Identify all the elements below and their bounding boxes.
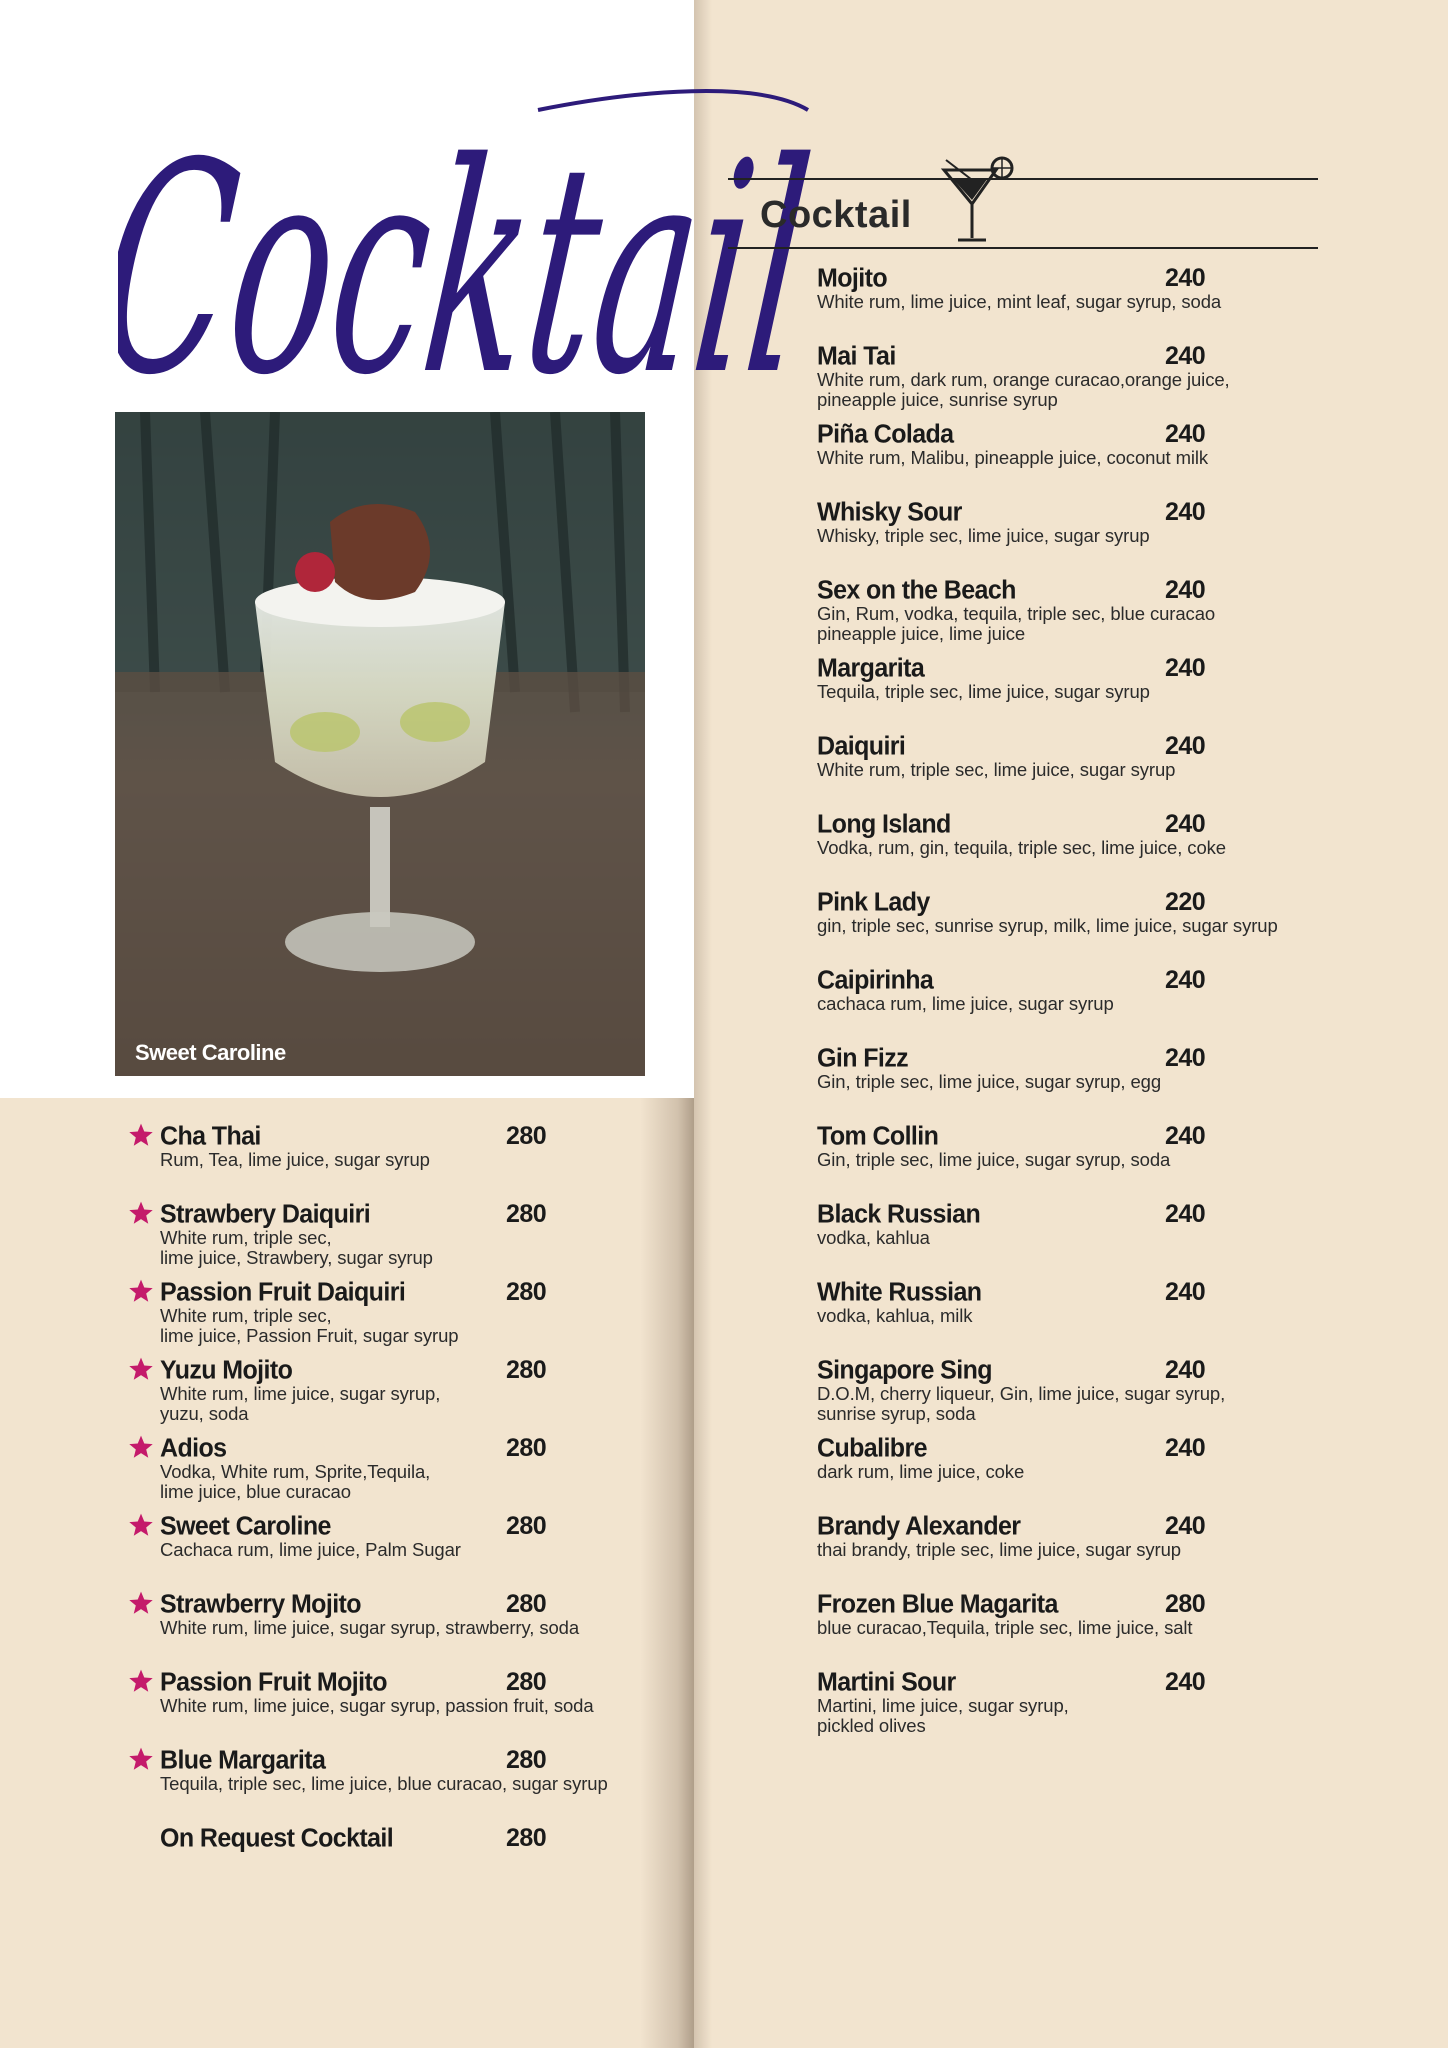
- item-name: Yuzu Mojito: [160, 1355, 293, 1385]
- item-name: Brandy Alexander: [817, 1511, 1021, 1541]
- item-name: Frozen Blue Magarita: [817, 1589, 1058, 1619]
- item-price: 240: [1165, 1512, 1206, 1540]
- item-description: Vodka, White rum, Sprite,Tequila, lime juice, blue curacao: [160, 1461, 431, 1502]
- menu-item: [817, 1512, 1337, 1560]
- item-name: White Russian: [817, 1277, 982, 1307]
- menu-item: [817, 654, 1337, 702]
- item-price: 280: [506, 1356, 547, 1384]
- item-name: Cha Thai: [160, 1121, 261, 1151]
- script-title: [118, 70, 838, 430]
- menu-item: [817, 1590, 1337, 1638]
- item-name: Daiquiri: [817, 731, 906, 761]
- item-name: Passion Fruit Daiquiri: [160, 1277, 406, 1307]
- signature-item: [160, 1356, 680, 1424]
- menu-item: [817, 966, 1337, 1014]
- item-description: Cachaca rum, lime juice, Palm Sugar: [160, 1539, 461, 1560]
- item-price: 280: [506, 1590, 547, 1618]
- menu-item: [817, 1668, 1337, 1736]
- menu-item: [817, 264, 1337, 312]
- signature-item: [160, 1434, 680, 1502]
- script-title-text: Cocktail: [118, 100, 838, 430]
- menu-item: [817, 498, 1337, 546]
- item-price: 240: [1165, 264, 1206, 292]
- item-price: 240: [1165, 966, 1206, 994]
- item-price: 280: [1165, 1590, 1206, 1618]
- item-price: 220: [1165, 888, 1206, 916]
- menu-item: [817, 1044, 1337, 1092]
- item-description: Rum, Tea, lime juice, sugar syrup: [160, 1149, 430, 1170]
- item-description: Vodka, rum, gin, tequila, triple sec, lime juice, coke: [817, 837, 1226, 858]
- item-description: Whisky, triple sec, lime juice, sugar syrup: [817, 525, 1150, 546]
- item-description: gin, triple sec, sunrise syrup, milk, lime juice, sugar syrup: [817, 915, 1278, 936]
- item-description: dark rum, lime juice, coke: [817, 1461, 1025, 1482]
- item-name: Strawberry Mojito: [160, 1589, 361, 1619]
- item-name: Tom Collin: [817, 1121, 939, 1151]
- item-price: 240: [1165, 1200, 1206, 1228]
- item-price: 240: [1165, 1122, 1206, 1150]
- item-name: Caipirinha: [817, 965, 934, 995]
- signature-item: [160, 1512, 680, 1560]
- item-name: Pink Lady: [817, 887, 930, 917]
- item-description: vodka, kahlua: [817, 1227, 930, 1248]
- item-price: 280: [506, 1824, 547, 1852]
- item-name: Piña Colada: [817, 419, 954, 449]
- header-rule-top: [728, 178, 1318, 180]
- star-icon: [128, 1356, 154, 1382]
- item-name: Blue Margarita: [160, 1745, 326, 1775]
- item-description: White rum, Malibu, pineapple juice, coconut milk: [817, 447, 1209, 468]
- item-description: cachaca rum, lime juice, sugar syrup: [817, 993, 1114, 1014]
- item-name: Singapore Sing: [817, 1355, 992, 1385]
- photo-caption: Sweet Caroline: [135, 1040, 286, 1065]
- item-price: 240: [1165, 1044, 1206, 1072]
- menu-item: [817, 1434, 1337, 1482]
- item-description: White rum, triple sec, lime juice, Strawbery, sugar syrup: [160, 1227, 433, 1268]
- section-title: Cocktail: [760, 194, 912, 236]
- signature-item: [160, 1746, 680, 1794]
- star-icon: [128, 1590, 154, 1616]
- signature-item: [160, 1122, 680, 1170]
- item-name: Mai Tai: [817, 341, 896, 371]
- item-description: White rum, dark rum, orange curacao,orange juice, pineapple juice, sunrise syrup: [817, 369, 1230, 410]
- item-price: 240: [1165, 810, 1206, 838]
- item-description: White rum, lime juice, sugar syrup, strawberry, soda: [160, 1617, 580, 1638]
- item-description: D.O.M, cherry liqueur, Gin, lime juice, sugar syrup, sunrise syrup, soda: [817, 1383, 1226, 1424]
- martini-glass-icon: [940, 156, 1020, 246]
- cocktail-photo: [115, 412, 645, 1076]
- item-description: Gin, triple sec, lime juice, sugar syrup, soda: [817, 1149, 1171, 1170]
- item-description: White rum, lime juice, mint leaf, sugar syrup, soda: [817, 291, 1222, 312]
- item-description: Gin, triple sec, lime juice, sugar syrup, egg: [817, 1071, 1162, 1092]
- item-name: Passion Fruit Mojito: [160, 1667, 387, 1697]
- item-price: 240: [1165, 1278, 1206, 1306]
- item-description: White rum, lime juice, sugar syrup, yuzu, soda: [160, 1383, 441, 1424]
- menu-item: [817, 888, 1337, 936]
- item-price: 240: [1165, 420, 1206, 448]
- star-icon: [128, 1200, 154, 1226]
- item-description: blue curacao,Tequila, triple sec, lime juice, salt: [817, 1617, 1193, 1638]
- item-name: Sex on the Beach: [817, 575, 1016, 605]
- item-name: On Request Cocktail: [160, 1823, 394, 1853]
- item-name: Sweet Caroline: [160, 1511, 331, 1541]
- item-price: 240: [1165, 1356, 1206, 1384]
- item-name: Gin Fizz: [817, 1043, 909, 1073]
- item-price: 280: [506, 1746, 547, 1774]
- item-price: 240: [1165, 576, 1206, 604]
- item-description: Tequila, triple sec, lime juice, sugar syrup: [817, 681, 1150, 702]
- signature-item: [160, 1824, 680, 1852]
- menu-item: [817, 1122, 1337, 1170]
- star-icon: [128, 1434, 154, 1460]
- menu-item: [817, 420, 1337, 468]
- item-price: 280: [506, 1512, 547, 1540]
- item-name: Whisky Sour: [817, 497, 962, 527]
- item-price: 280: [506, 1434, 547, 1462]
- menu-item: [817, 576, 1337, 644]
- item-description: Gin, Rum, vodka, tequila, triple sec, blue curacao pineapple juice, lime juice: [817, 603, 1216, 644]
- item-description: White rum, triple sec, lime juice, sugar syrup: [817, 759, 1176, 780]
- item-name: Strawbery Daiquiri: [160, 1199, 371, 1229]
- menu-item: [817, 1278, 1337, 1326]
- star-icon: [128, 1512, 154, 1538]
- star-icon: [128, 1278, 154, 1304]
- item-name: Black Russian: [817, 1199, 981, 1229]
- header-rule-bottom: [728, 247, 1318, 249]
- item-name: Cubalibre: [817, 1433, 927, 1463]
- item-description: thai brandy, triple sec, lime juice, sugar syrup: [817, 1539, 1181, 1560]
- item-name: Adios: [160, 1433, 227, 1463]
- item-description: White rum, triple sec, lime juice, Passion Fruit, sugar syrup: [160, 1305, 459, 1346]
- item-price: 240: [1165, 498, 1206, 526]
- item-price: 240: [1165, 732, 1206, 760]
- item-description: White rum, lime juice, sugar syrup, passion fruit, soda: [160, 1695, 594, 1716]
- item-name: Martini Sour: [817, 1667, 956, 1697]
- signature-item: [160, 1200, 680, 1268]
- menu-item: [817, 732, 1337, 780]
- item-price: 280: [506, 1200, 547, 1228]
- signature-item: [160, 1278, 680, 1346]
- item-description: Martini, lime juice, sugar syrup, pickled olives: [817, 1695, 1069, 1736]
- item-name: Mojito: [817, 263, 887, 293]
- item-description: Tequila, triple sec, lime juice, blue curacao, sugar syrup: [160, 1773, 608, 1794]
- signature-item: [160, 1590, 680, 1638]
- item-price: 280: [506, 1278, 547, 1306]
- star-icon: [128, 1746, 154, 1772]
- item-price: 240: [1165, 1668, 1206, 1696]
- star-icon: [128, 1668, 154, 1694]
- item-price: 240: [1165, 654, 1206, 682]
- signature-item: [160, 1668, 680, 1716]
- item-name: Long Island: [817, 809, 951, 839]
- item-price: 280: [506, 1668, 547, 1696]
- menu-item: [817, 810, 1337, 858]
- item-name: Margarita: [817, 653, 925, 683]
- menu-item: [817, 1200, 1337, 1248]
- menu-item: [817, 342, 1337, 410]
- item-price: 280: [506, 1122, 547, 1150]
- item-price: 240: [1165, 342, 1206, 370]
- item-description: vodka, kahlua, milk: [817, 1305, 973, 1326]
- star-icon: [128, 1122, 154, 1148]
- menu-item: [817, 1356, 1337, 1424]
- item-price: 240: [1165, 1434, 1206, 1462]
